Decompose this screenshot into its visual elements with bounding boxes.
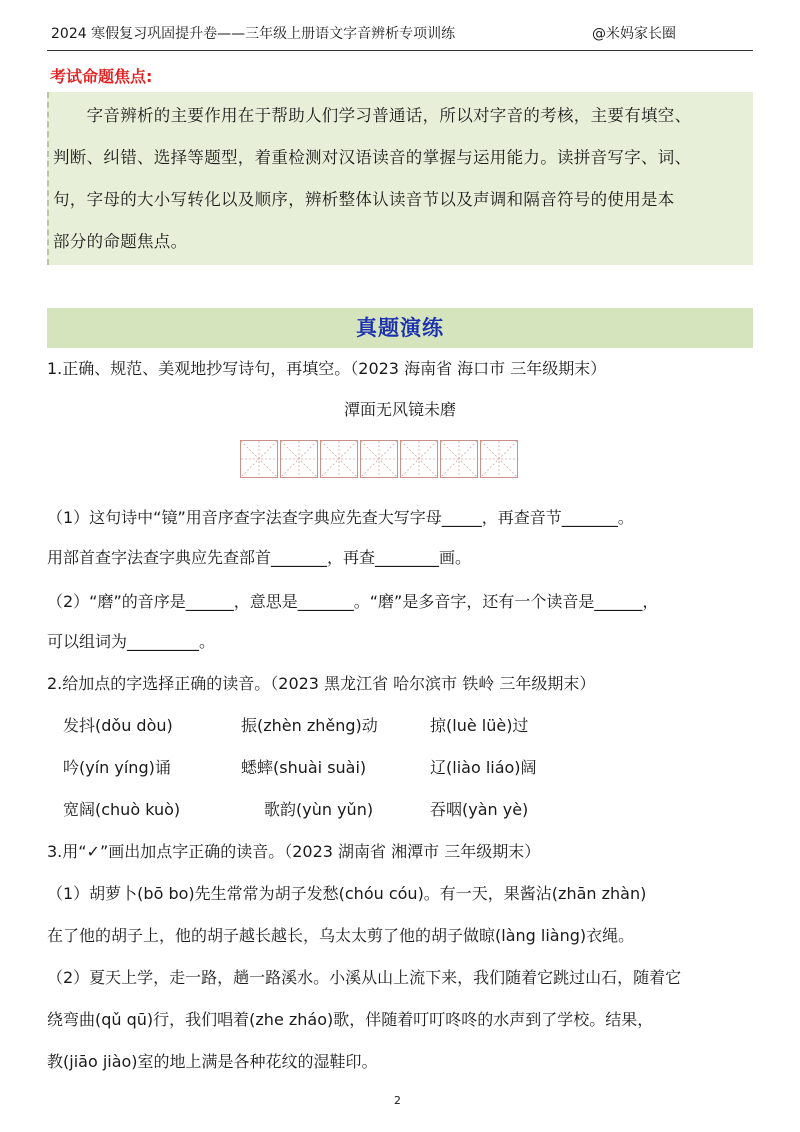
question-1-title: 1.正确、规范、美观地抄写诗句，再填空。（2023 海南省 海口市 三年级期末）: [47, 359, 607, 378]
focus-line: 字音辨析的主要作用在于帮助人们学习普通话，所以对字音的考核，主要有填空、: [53, 106, 692, 125]
q2-option: 振(zhèn zhěng)动: [241, 716, 378, 735]
focus-line: 句，字母的大小写转化以及顺序，辨析整体认读音节以及声调和隔音符号的使用是本: [53, 190, 675, 209]
cell-guide-lines: [481, 441, 517, 477]
writing-cell[interactable]: [280, 440, 318, 478]
q2-option: 歌韵(yùn yǔn): [264, 800, 374, 819]
q2-option: 发抖(dǒu dòu): [63, 716, 173, 735]
section-title: 真题演练: [356, 316, 444, 340]
q2-option: 辽(liào liáo)阔: [430, 758, 537, 777]
q1-line: （2）“磨”的音序是______，意思是_______。“磨”是多音字，还有一个读音是______，: [47, 592, 659, 611]
q3-line: 绕弯曲(qǔ qū)行，我们唱着(zhe zháo)歌，伴随着叮叮咚咚的水声到了学校。结果，: [47, 1010, 654, 1029]
header-title: 2024 寒假复习巩固提升卷——三年级上册语文字音辨析专项训练: [51, 26, 456, 42]
q2-option: 吟(yín yíng)诵: [63, 758, 171, 777]
q2-option: 吞咽(yàn yè): [430, 800, 529, 819]
page-header: [47, 20, 753, 51]
q3-line: 教(jiāo jiào)室的地上满是各种花纹的湿鞋印。: [47, 1052, 378, 1071]
cell-guide-lines: [281, 441, 317, 477]
q3-line: （2）夏天上学，走一路，趟一路溪水。小溪从山上流下来，我们随着它跳过山石，随着它: [47, 968, 682, 987]
cell-guide-lines: [441, 441, 477, 477]
focus-box: [47, 92, 753, 265]
focus-line: 判断、纠错、选择等题型，着重检测对汉语读音的掌握与运用能力。读拼音写字、词、: [53, 148, 692, 167]
q2-option: 蟋蟀(shuài suài): [241, 758, 367, 777]
cell-guide-lines: [361, 441, 397, 477]
focus-title: 考试命题焦点:: [50, 67, 153, 86]
q3-line: （1）胡萝卜(bō bo)先生常常为胡子发愁(chóu cóu)。有一天，果酱沾(zhān zhàn): [47, 884, 647, 903]
focus-line: 部分的命题焦点。: [53, 232, 188, 251]
writing-cell[interactable]: [440, 440, 478, 478]
section-banner: [47, 308, 753, 348]
writing-cell[interactable]: [480, 440, 518, 478]
page-number: 2: [394, 1094, 401, 1107]
writing-cell[interactable]: [240, 440, 278, 478]
q2-option: 掠(luè lüè)过: [430, 716, 529, 735]
cell-guide-lines: [321, 441, 357, 477]
poem-line: 潭面无风镜未磨: [344, 400, 457, 419]
q2-option: 宽阔(chuò kuò): [63, 800, 181, 819]
writing-cell[interactable]: [320, 440, 358, 478]
writing-grid: [240, 440, 520, 478]
question-3-title: 3.用“✓”画出加点字正确的读音。（2023 湖南省 湘潭市 三年级期末）: [47, 842, 541, 861]
cell-guide-lines: [401, 441, 437, 477]
question-2-title: 2.给加点的字选择正确的读音。（2023 黑龙江省 哈尔滨市 铁岭 三年级期末）: [47, 674, 596, 693]
cell-guide-lines: [241, 441, 277, 477]
writing-cell[interactable]: [360, 440, 398, 478]
writing-cell[interactable]: [400, 440, 438, 478]
header-source: @米妈家长圈: [592, 26, 676, 42]
q1-line: 可以组词为_________。: [47, 632, 216, 651]
q3-line: 在了他的胡子上，他的胡子越长越长，乌太太剪了他的胡子做晾(làng liàng)衣绳。: [47, 926, 635, 945]
q1-line: （1）这句诗中“镜”用音序查字法查字典应先查大写字母_____，再查音节_______。: [47, 508, 634, 527]
q1-line: 用部首查字法查字典应先查部首_______，再查________画。: [47, 548, 472, 567]
